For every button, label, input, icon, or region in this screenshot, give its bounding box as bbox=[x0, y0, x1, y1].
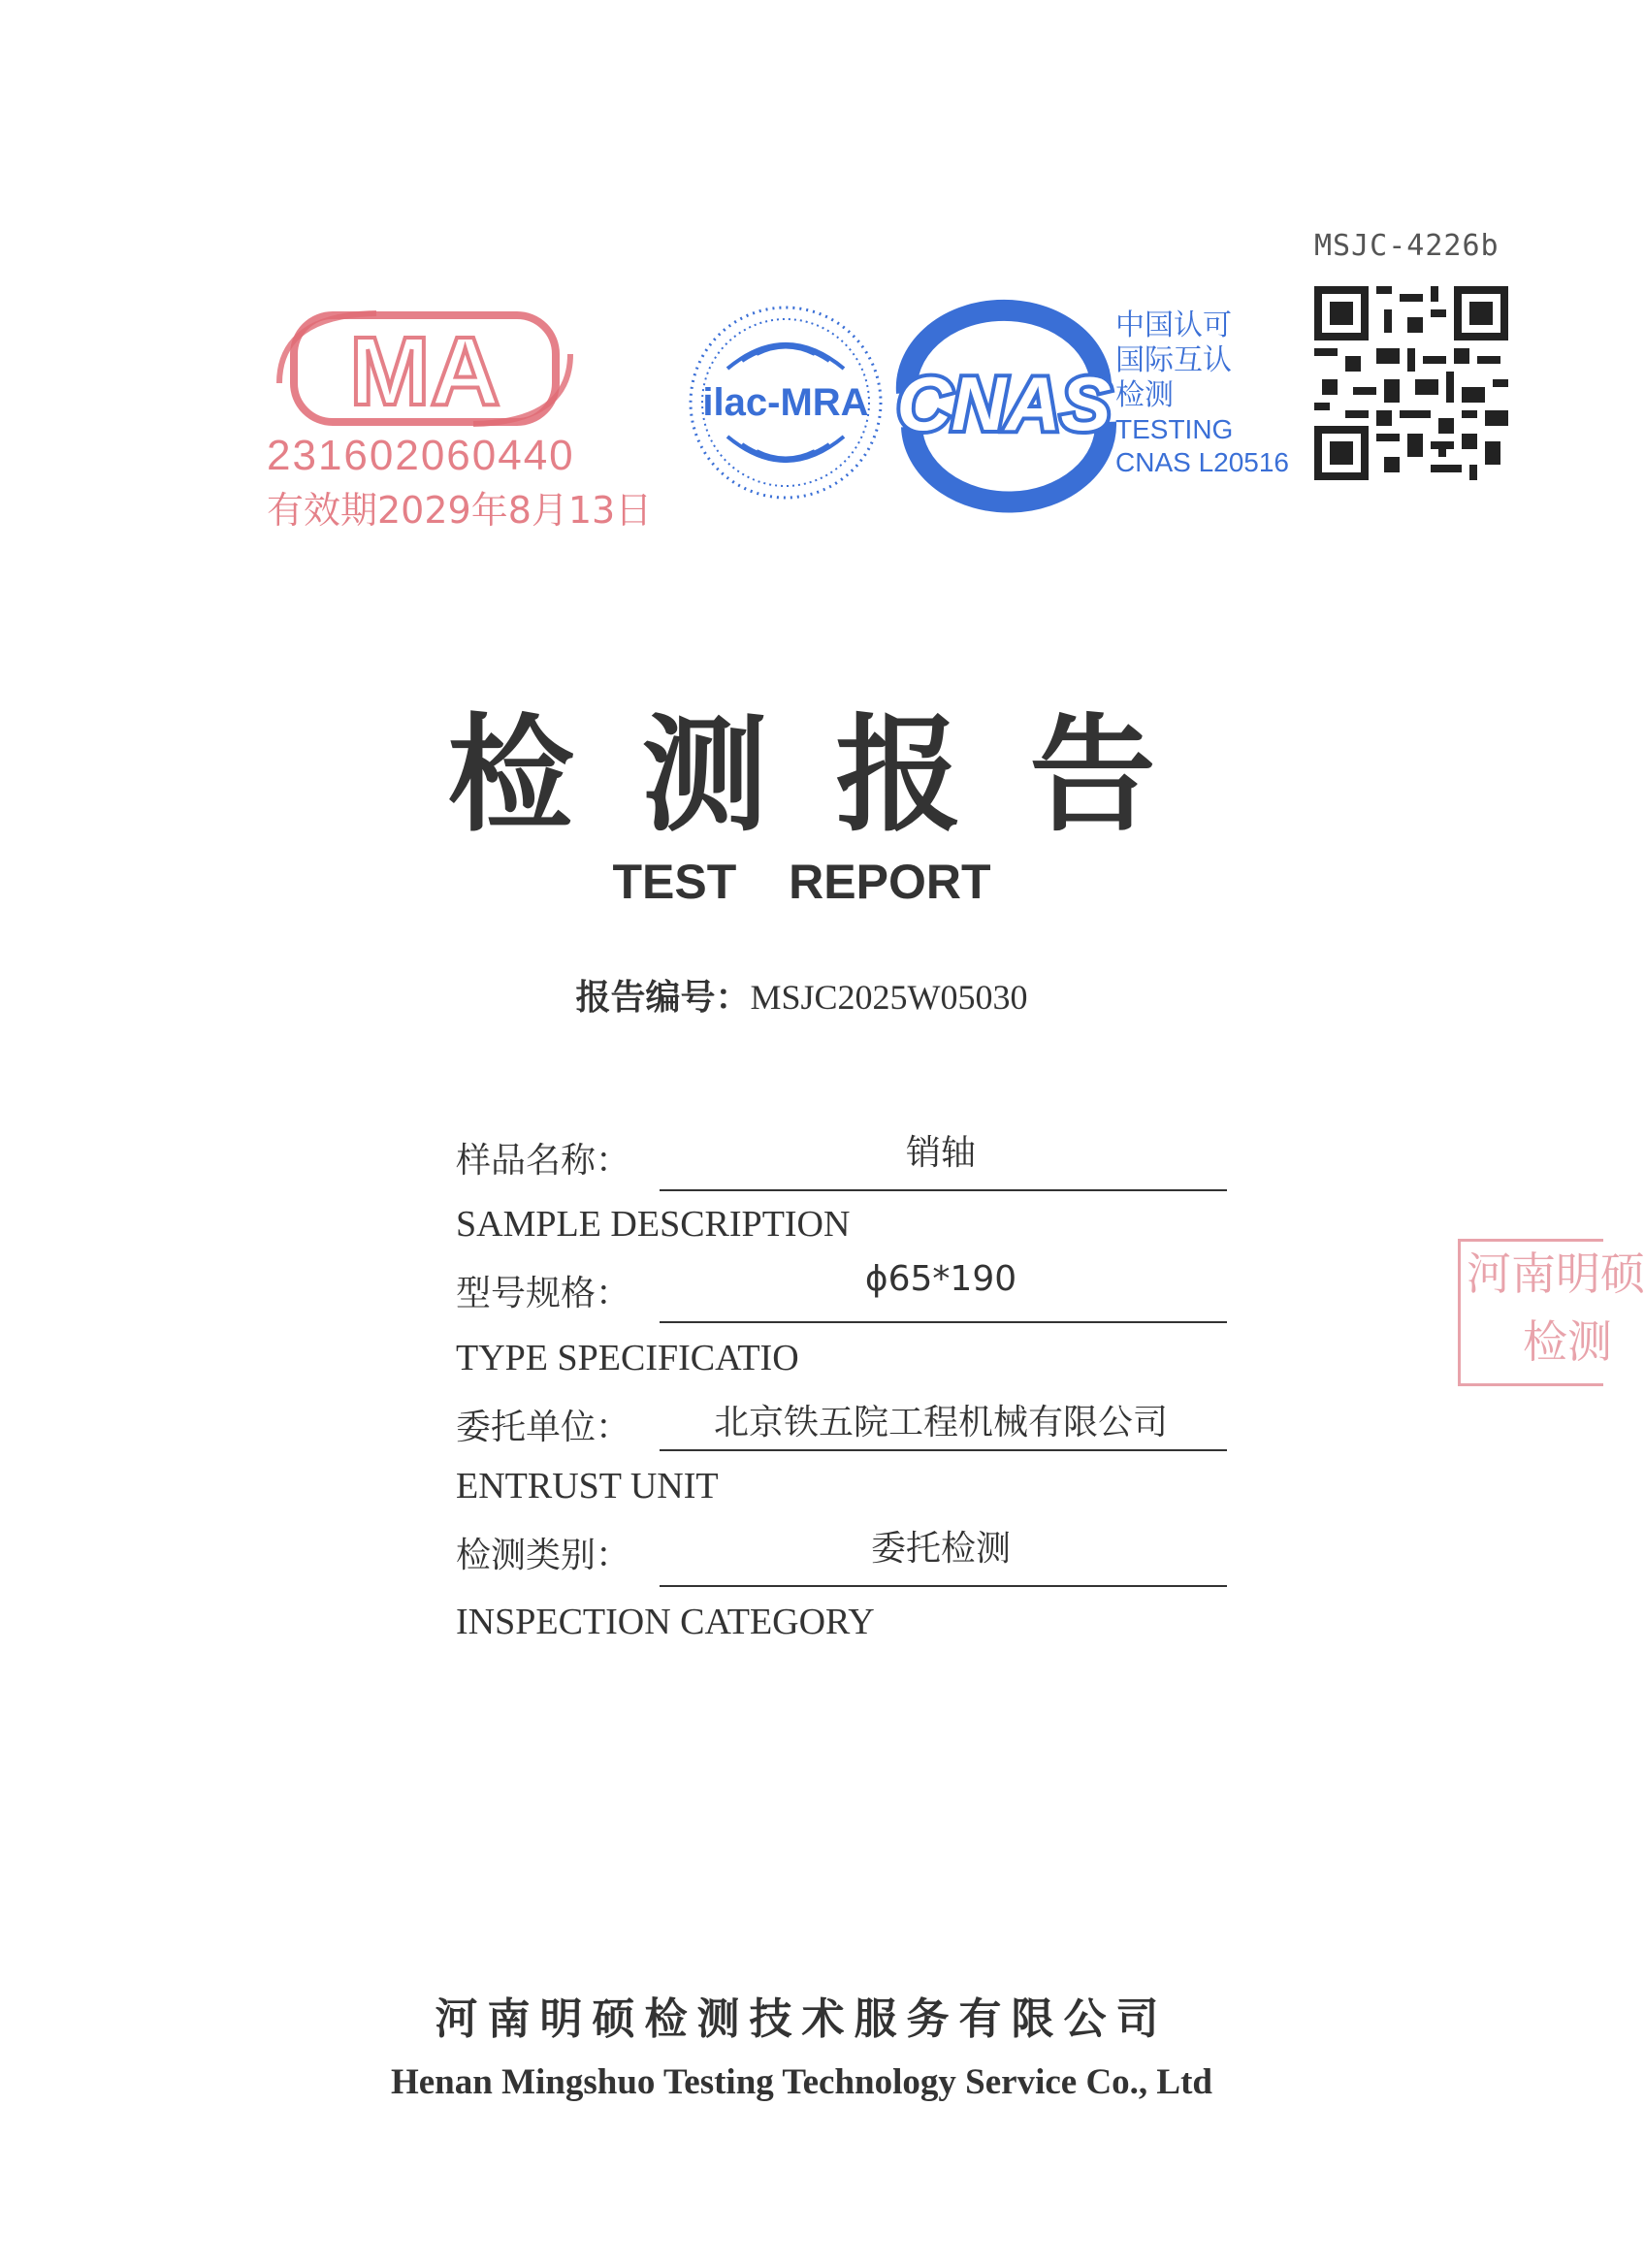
type-spec-label-en: TYPE SPECIFICATIO bbox=[456, 1338, 799, 1378]
entrust-unit-label-en: ENTRUST UNIT bbox=[456, 1466, 719, 1507]
document-code: MSJC-4226b bbox=[1314, 229, 1500, 263]
cnas-logo-text: CNAS bbox=[896, 361, 1112, 446]
cnas-line-5: CNAS L20516 bbox=[1115, 446, 1290, 477]
cnas-line-1: 中国认可 bbox=[1115, 308, 1232, 342]
sample-name-label-en: SAMPLE DESCRIPTION bbox=[456, 1204, 851, 1245]
side-seal-line-1: 河南明硕 bbox=[1467, 1247, 1645, 1300]
cma-number: 231602060440 bbox=[267, 432, 575, 479]
cma-logo-text: MA bbox=[349, 317, 500, 426]
ilac-logo-text: ilac-MRA bbox=[702, 381, 869, 424]
company-name-en: Henan Mingshuo Testing Technology Service Co., Ltd bbox=[390, 2062, 1213, 2102]
report-number-label: 报告编号： bbox=[575, 978, 751, 1018]
report-title-cn: 检测报告 bbox=[447, 700, 1224, 849]
inspection-category-value: 委托检测 bbox=[870, 1529, 1011, 1569]
cnas-line-2: 国际互认 bbox=[1115, 343, 1232, 377]
cnas-logo bbox=[887, 315, 1120, 495]
cnas-line-4: TESTING bbox=[1115, 414, 1234, 444]
report-number-value: MSJC2025W05030 bbox=[750, 978, 1028, 1017]
cnas-line-3: 检测 bbox=[1115, 378, 1174, 412]
entrust-unit-value: 北京铁五院工程机械有限公司 bbox=[713, 1403, 1168, 1442]
report-title-en: TEST REPORT bbox=[612, 855, 991, 909]
qr-code bbox=[1314, 286, 1508, 480]
inspection-category-underline bbox=[660, 1585, 1227, 1587]
cnas-accreditation-text bbox=[1115, 308, 1289, 478]
inspection-category-label-en: INSPECTION CATEGORY bbox=[456, 1602, 875, 1642]
sample-name-underline bbox=[660, 1189, 1227, 1191]
side-seal-line-2: 检测 bbox=[1523, 1315, 1612, 1368]
type-spec-label: 型号规格： bbox=[456, 1274, 631, 1313]
sample-name-label: 样品名称： bbox=[456, 1141, 631, 1181]
side-company-seal bbox=[1458, 1239, 1645, 1386]
entrust-unit-underline bbox=[660, 1449, 1227, 1451]
type-spec-underline bbox=[660, 1321, 1227, 1323]
ilac-mra-logo bbox=[684, 301, 887, 504]
type-spec-value: ϕ65*190 bbox=[864, 1259, 1017, 1299]
entrust-unit-label: 委托单位： bbox=[456, 1408, 631, 1447]
sample-name-value: 销轴 bbox=[905, 1133, 976, 1173]
cma-validity: 有效期2029年8月13日 bbox=[267, 489, 653, 532]
company-name-cn: 河南明硕检测技术服务有限公司 bbox=[435, 1994, 1169, 2044]
report-number bbox=[0, 970, 1603, 1020]
inspection-category-label: 检测类别： bbox=[456, 1536, 631, 1575]
